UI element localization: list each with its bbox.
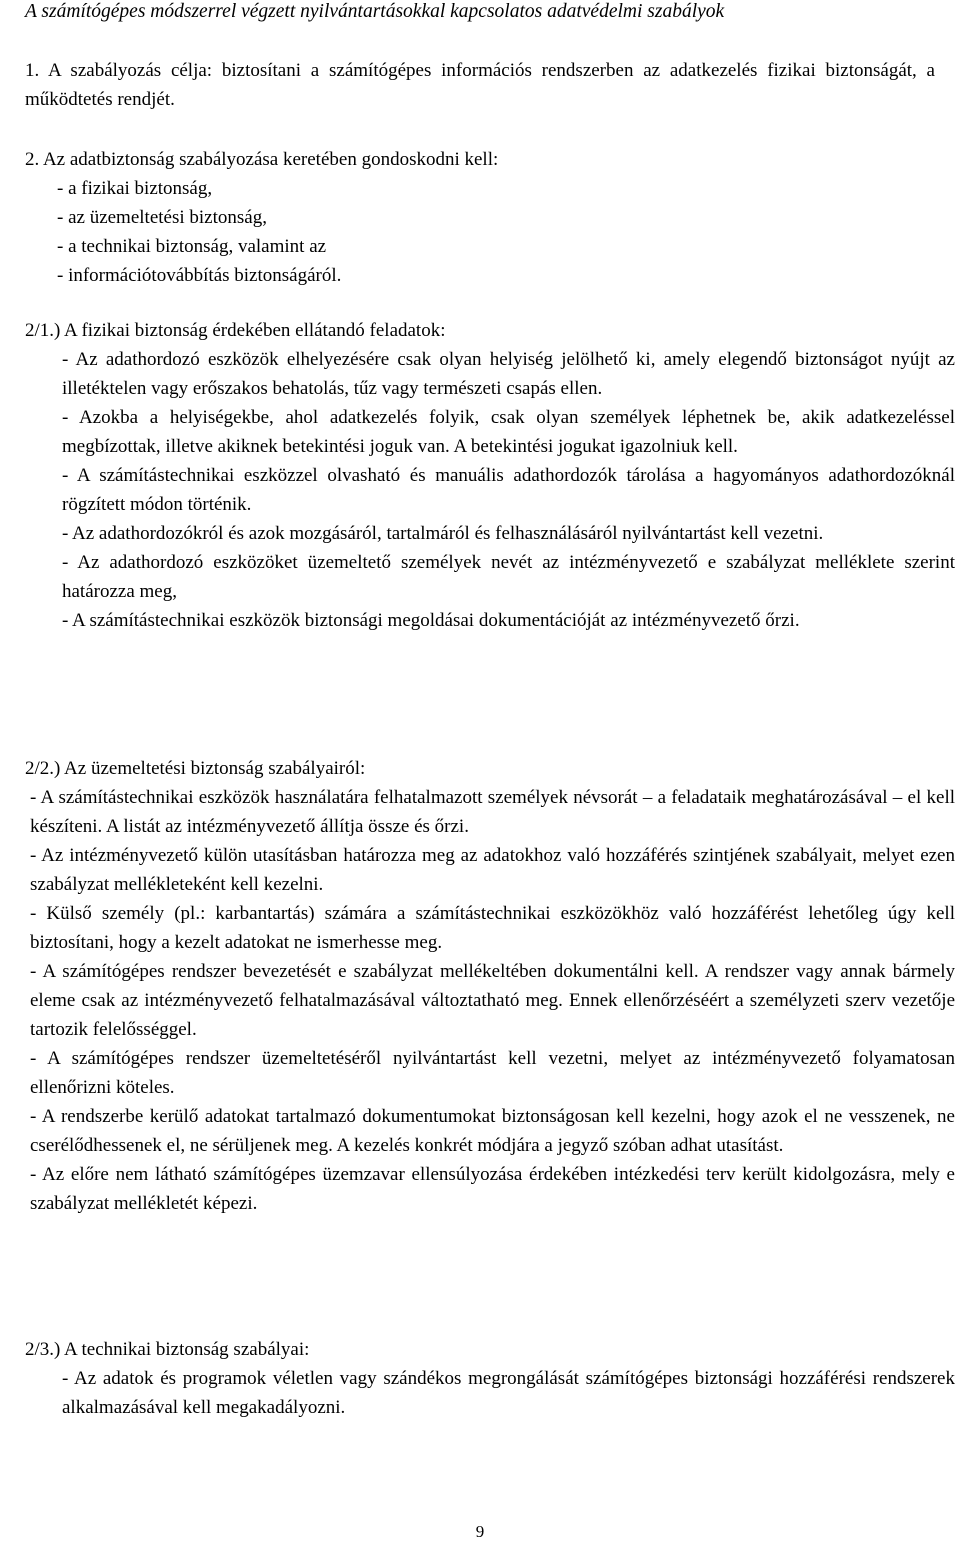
section-2-3-items [62,1364,955,1422]
list-item: - Az adatok és programok véletlen vagy szándékos megrongálását számítógépes biztonsági hozzáférési rendszerek alkalmazásával kell megakadályozni. [62,1368,955,1418]
list-item: - Az adathordozókról és azok mozgásáról, tartalmáról és felhasználásáról nyilvántartást kell vezetni. [62,523,824,544]
list-item: - Az adathordozó eszközöket üzemeltető személyek nevét az intézményvezető e szabályzat melléklete szerint határozza meg, [62,552,955,602]
page-number: 9 [475,1522,485,1541]
section-2-1-heading: 2/1.) A fizikai biztonság érdekében ellátandó feladatok: [25,320,446,341]
paragraph-2 [25,145,935,290]
list-item: - az üzemeltetési biztonság, [57,207,267,228]
section-2-2-heading: 2/2.) Az üzemeltetési biztonság szabályairól: [25,758,366,779]
list-item: - A számítástechnikai eszközzel olvasható és manuális adathordozók tárolása a hagyományos adathordozóknál rögzített módon történik. [62,465,955,515]
list-item: - A rendszerbe kerülő adatokat tartalmazó dokumentumokat biztonságosan kell kezelni, hogy azok el ne vesszenek, ne cserélődhessenek el, ne sérüljenek meg. A kezelés konkrét módjára a jegyző szóban adhat utasítást. [30,1106,955,1156]
list-item: - Az intézményvezető külön utasításban határozza meg az adatokhoz való hozzáférés szintjének szabályait, melyet ezen szabályzat mellékleteként kell kezelni. [30,845,955,895]
list-item: - Külső személy (pl.: karbantartás) számára a számítástechnikai eszközökhöz való hozzáférést lehetőleg úgy kell biztosítani, hogy a kezelt adatokat ne ismerhesse meg. [30,903,955,953]
list-item: - A számítástechnikai eszközök használatára felhatalmazott személyek névsorát – a feladataik meghatározásával – el kell készíteni. A listát az intézményvezető állítja össze és őrzi. [30,787,955,837]
list-item: - A számítógépes rendszer üzemeltetéséről nyilvántartást kell vezetni, melyet az intézményvezető folyamatosan ellenőrizni köteles. [30,1048,955,1098]
list-item: - Az adathordozó eszközök elhelyezésére csak olyan helyiség jelölhető ki, amely elegendő biztonságot nyújt az illetéktelen vagy erőszakos behatolás, tűz vagy természeti csapás ellen. [62,349,955,399]
list-item: - információtovábbítás biztonságáról. [57,265,342,286]
list-item: - A számítógépes rendszer bevezetését e szabályzat mellékeltében dokumentálni kell. A rendszer vagy annak bármely eleme csak az intézményvezető felhatalmazásával változtatható meg. Ennek ellenőrzéséért a személyzeti szerv vezetője tartozik felelősséggel. [30,961,955,1040]
section-2-2-items [30,783,955,1218]
list-item: - Azokba a helyiségekbe, ahol adatkezelés folyik, csak olyan személyek léphetnek be, akik adatkezeléssel megbízottak, illetve akiknek betekintési joguk van. A betekintési jogukat igazolniuk kell. [62,407,955,457]
paragraph-1: 1. A szabályozás célja: biztosítani a számítógépes információs rendszerben az adatkezelés fizikai biztonságát, a működtetés rendjét. [25,60,935,110]
list-item: - a technikai biztonság, valamint az [57,236,327,257]
list-item: - A számítástechnikai eszközök biztonsági megoldásai dokumentációját az intézményvezető őrzi. [62,610,800,631]
paragraph-2-intro: 2. Az adatbiztonság szabályozása keretében gondoskodni kell: [25,149,499,170]
page-header: A számítógépes módszerrel végzett nyilvántartásokkal kapcsolatos adatvédelmi szabályok [25,1,725,22]
list-item: - a fizikai biztonság, [57,178,213,199]
section-2-1-items [62,345,955,635]
section-2-3-heading: 2/3.) A technikai biztonság szabályai: [25,1339,310,1360]
list-item: - Az előre nem látható számítógépes üzemzavar ellensúlyozása érdekében intézkedési terv került kidolgozásra, mely e szabályzat mellékletét képezi. [30,1164,955,1214]
